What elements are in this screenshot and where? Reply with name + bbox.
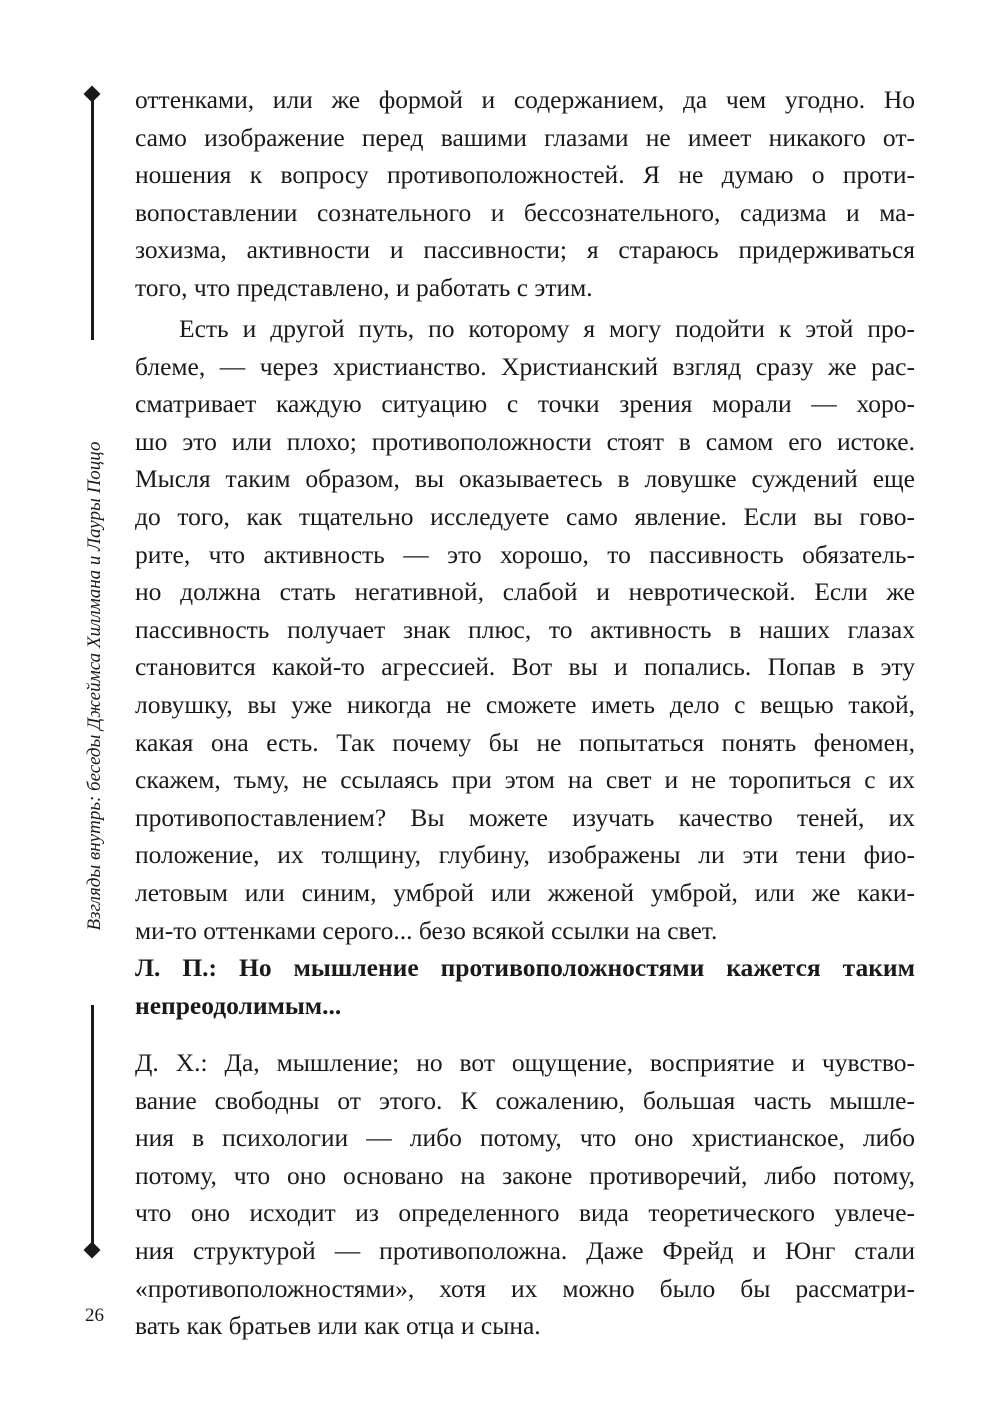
text-line: вать как братьев или как отца и сына. [135, 1311, 541, 1341]
paragraph-1 [135, 81, 915, 307]
text-line: Л. П.: Но мышление противоположностями кажется таким [135, 953, 915, 982]
text-line: ми-то оттенками серого... безо всякой ссылки на свет. [135, 915, 718, 945]
text-line: становится какой-то агрессией. Вот вы и попались. Попав в эту [135, 652, 915, 682]
paragraph-2 [135, 310, 915, 949]
text-line: Есть и другой путь, по которому я могу подойти к этой про- [179, 314, 915, 343]
ornament-diamond-bottom [84, 1242, 101, 1259]
text-line: какая она есть. Так почему бы не попытаться понять феномен, [135, 727, 915, 757]
text-line: «противоположностями», хотя их можно было бы рассматри- [135, 1273, 915, 1303]
text-line: блеме, — через христианство. Христианский взгляд сразу же рас- [135, 351, 915, 381]
text-line: ния в психологии — либо потому, что оно христианское, либо [135, 1123, 915, 1153]
running-head: Взгляды внутрь: беседы Джеймса Хиллмана и Лауры Поццо [84, 441, 105, 931]
text-line: того, что представлено, и работать с этим. [135, 272, 593, 302]
page-number: 26 [85, 1305, 104, 1326]
text-line: потому, что оно основано на законе противоречий, либо потому, [135, 1160, 915, 1190]
text-line: до того, как тщательно исследуете само явление. Если вы гово- [135, 501, 915, 531]
text-line: противопоставлением? Вы можете изучать качество теней, их [135, 802, 915, 832]
text-line: положение, их толщину, глубину, изображены ли эти тени фио- [135, 840, 915, 870]
text-line: летовым или синим, умброй или жженой умброй, или же каки- [135, 877, 915, 907]
interviewer-question [135, 949, 915, 1024]
paragraph-3 [135, 1044, 915, 1345]
text-line: оттенками, или же формой и содержанием, да чем угодно. Но [135, 85, 915, 114]
text-line: ния структурой — противоположна. Даже Фрейд и Юнг стали [135, 1235, 915, 1265]
ornament-rule-bottom [91, 1005, 94, 1253]
text-line: зохизма, активности и пассивности; я стараюсь придерживаться [135, 235, 915, 265]
text-line: вание свободны от этого. К сожалению, большая часть мышле- [135, 1085, 915, 1115]
text-line: Д. Х.: Да, мышление; но вот ощущение, восприятие и чувство- [135, 1048, 915, 1077]
ornament-diamond-top [84, 86, 101, 103]
ornament-rule-top [91, 92, 94, 340]
text-line: что оно исходит из определенного вида теоретического увлече- [135, 1198, 915, 1228]
text-line: ловушку, вы уже никогда не сможете иметь дело с вещью такой, [135, 689, 915, 719]
text-line: сматривает каждую ситуацию с точки зрения морали — хоро- [135, 389, 915, 419]
text-line: само изображение перед вашими глазами не имеет никакого от- [135, 122, 915, 152]
text-line: но должна стать негативной, слабой и невротической. Если же [135, 577, 915, 607]
text-line: скажем, тьму, не ссылаясь при этом на свет и не торопиться с их [135, 765, 915, 795]
text-line: ношения к вопросу противоположностей. Я не думаю о проти- [135, 160, 915, 190]
text-line: непреодолимым... [135, 990, 342, 1020]
text-line: пассивность получает знак плюс, то активность в наших глазах [135, 614, 915, 644]
text-line: вопоставлении сознательного и бессознательного, садизма и ма- [135, 197, 915, 227]
text-line: шо это или плохо; противоположности стоят в самом его истоке. [135, 426, 915, 456]
text-line: рите, что активность — это хорошо, то пассивность обязатель- [135, 539, 915, 569]
text-line: Мысля таким образом, вы оказываетесь в ловушке суждений еще [135, 464, 915, 494]
